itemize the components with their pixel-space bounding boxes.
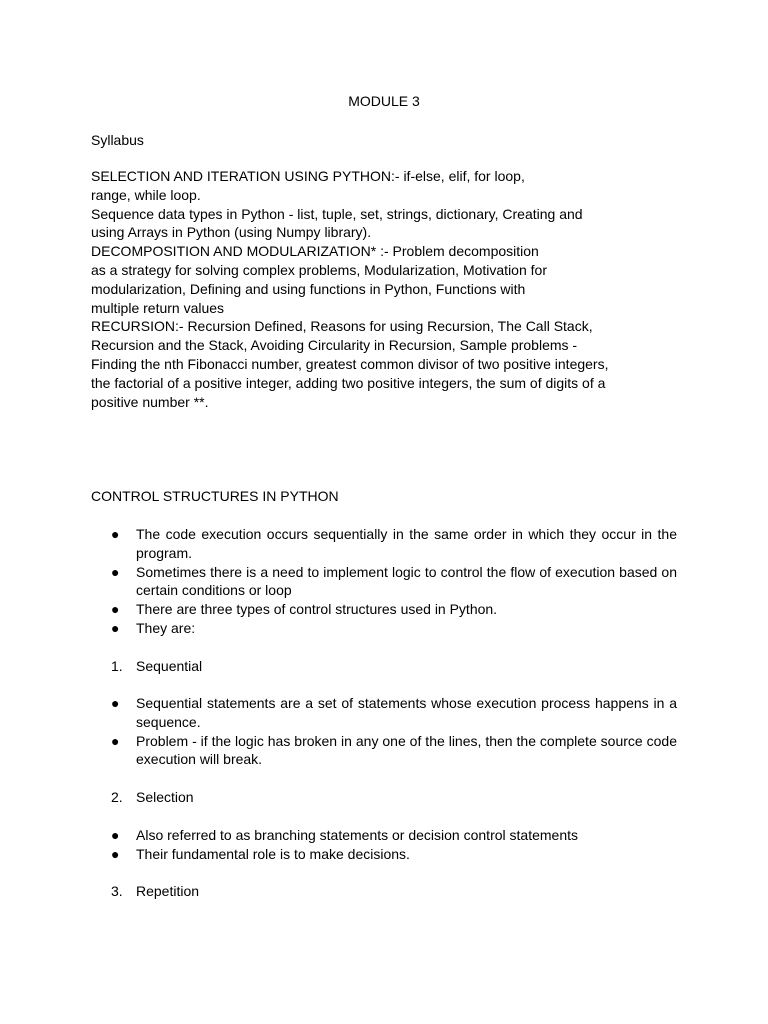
list-item [0, 845, 768, 864]
syllabus-line: modularization, Defining and using functions in Python, Functions with [91, 280, 526, 297]
syllabus-line: Recursion and the Stack, Avoiding Circularity in Recursion, Sample problems - [91, 337, 578, 354]
item-title: Selection [136, 789, 194, 805]
bullet-icon: ● [111, 845, 120, 862]
list-item-text: There are three types of control structures used in Python. [136, 601, 498, 618]
bullet-icon: ● [111, 827, 120, 843]
list-item-text: Also referred to as branching statements or decision control statements [136, 827, 578, 843]
item-number: 1. [111, 658, 123, 674]
item-number: 2. [111, 789, 123, 805]
syllabus-body [91, 167, 691, 411]
item-title: Sequential [136, 658, 203, 674]
item-number: 3. [111, 883, 123, 899]
list-item [0, 563, 768, 601]
syllabus-line: as a strategy for solving complex problems, Modularization, Motivation for [91, 261, 547, 278]
numbered-item [0, 788, 768, 807]
list-item-text: Their fundamental role is to make decisions. [136, 845, 410, 862]
list-item [0, 600, 768, 619]
control-structures-heading: CONTROL STRUCTURES IN PYTHON [91, 488, 339, 504]
numbered-item [0, 657, 768, 676]
intro-bullet-list [0, 525, 768, 638]
bullet-icon: ● [111, 563, 120, 580]
syllabus-line: positive number **. [91, 393, 209, 410]
bullet-icon: ● [111, 695, 120, 711]
syllabus-line: DECOMPOSITION AND MODULARIZATION* :- Problem decomposition [91, 243, 539, 260]
list-item-text: Problem - if the logic has broken in any one of the lines, then the complete source code execution will break. [136, 732, 677, 768]
bullet-icon: ● [111, 732, 120, 749]
bullet-icon: ● [111, 526, 120, 542]
list-item [0, 694, 768, 732]
type-selection [0, 788, 768, 807]
syllabus-line: multiple return values [91, 299, 225, 316]
item-title: Repetition [136, 883, 200, 899]
syllabus-line: Finding the nth Fibonacci number, greatest common divisor of two positive integers, [91, 355, 609, 372]
syllabus-line: range, while loop. [91, 186, 201, 203]
list-item-text: Sometimes there is a need to implement logic to control the flow of execution based on certain conditions or loop [136, 563, 677, 599]
list-item [0, 732, 768, 770]
list-item [0, 826, 768, 845]
sequential-bullet-list [0, 694, 768, 769]
list-item [0, 619, 768, 638]
syllabus-line: the factorial of a positive integer, adding two positive integers, the sum of digits of a [91, 374, 606, 391]
selection-bullet-list [0, 826, 768, 864]
list-item-text: Sequential statements are a set of statements whose execution process happens in a sequence. [136, 695, 677, 730]
list-item-text: The code execution occurs sequentially in the same order in which they occur in the program. [136, 526, 677, 561]
bullet-icon: ● [111, 601, 120, 618]
list-item [0, 525, 768, 563]
syllabus-line: using Arrays in Python (using Numpy library). [91, 224, 372, 241]
syllabus-line: SELECTION AND ITERATION USING PYTHON:- if-else, elif, for loop, [91, 168, 525, 184]
type-sequential [0, 657, 768, 676]
list-item-text: They are: [136, 619, 196, 636]
syllabus-line: Sequence data types in Python - list, tuple, set, strings, dictionary, Creating and [91, 205, 583, 222]
syllabus-line: RECURSION:- Recursion Defined, Reasons for using Recursion, The Call Stack, [91, 318, 593, 335]
syllabus-heading: Syllabus [91, 132, 144, 148]
module-title: MODULE 3 [348, 93, 420, 109]
type-repetition [0, 882, 768, 901]
bullet-icon: ● [111, 619, 120, 636]
numbered-item [0, 882, 768, 901]
